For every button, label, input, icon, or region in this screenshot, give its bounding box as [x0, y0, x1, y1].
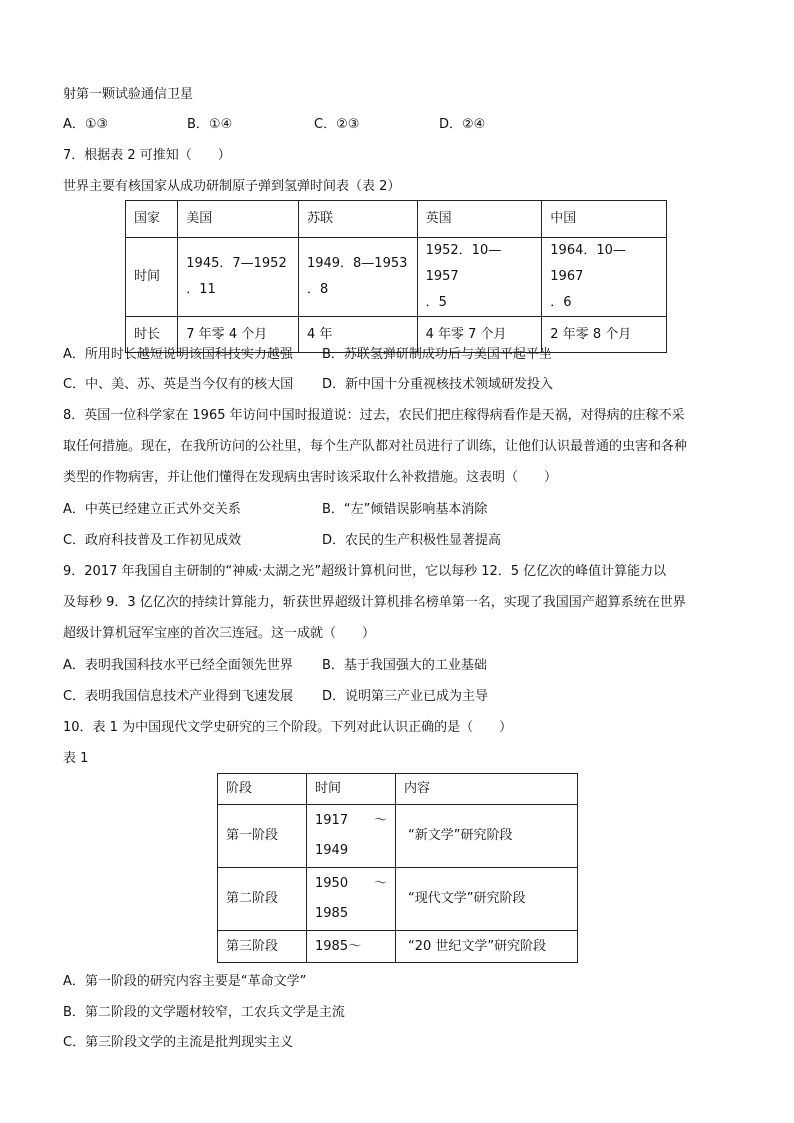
q8-option-c: C．政府科技普及工作初见成效	[63, 533, 242, 548]
table-cell: “现代文学”研究阶段	[396, 868, 578, 931]
table-cell: 1985～	[307, 931, 396, 963]
table-cell: 4 年	[298, 317, 417, 353]
q9-line-2: 及每秒 9．3 亿亿次的持续计算能力，斩获世界超级计算机排名榜单第一名，实现了我国国产超算系统在世界	[63, 595, 686, 610]
table-cell: 第二阶段	[218, 868, 307, 931]
q7-option-b: B．苏联氢弹研制成功后与美国平起平坐	[322, 347, 552, 362]
q7-stem: 7．根据表 2 可推知（ ）	[63, 148, 231, 163]
table-row-label: 时间	[126, 238, 178, 317]
time-line-2: ．6	[550, 295, 572, 310]
table-cell: 7 年零 4 个月	[178, 317, 299, 353]
time-line-2: ．11	[186, 282, 216, 297]
q6-option-b: B．①④	[187, 117, 233, 132]
q9-option-d: D．说明第三产业已成为主导	[322, 689, 489, 704]
q10-table-caption: 表 1	[63, 751, 89, 766]
q10-option-a: A．第一阶段的研究内容主要是“革命文学”	[63, 974, 307, 989]
table-cell: 第三阶段	[218, 931, 307, 963]
table-header-cell: 阶段	[218, 774, 307, 805]
q6-stem-tail: 射第一颗试验通信卫星	[63, 87, 194, 102]
table-cell	[298, 238, 417, 317]
table-cell: 2 年零 8 个月	[542, 317, 667, 353]
time-line-1: 1964．10—1967	[550, 243, 626, 284]
q7-option-a: A．所用时长越短说明该国科技实力越强	[63, 347, 293, 362]
q9-line-3: 超级计算机冠军宝座的首次三连冠。这一成就（ ）	[63, 626, 376, 641]
q6-option-d: D．②④	[439, 117, 486, 132]
q8-option-b: B．“左”倾错误影响基本消除	[322, 502, 488, 517]
q10-stem: 10．表 1 为中国现代文学史研究的三个阶段。下列对此认识正确的是（ ）	[63, 720, 513, 735]
q7-option-c: C．中、美、苏、英是当今仅有的核大国	[63, 377, 294, 392]
q9-option-c: C．表明我国信息技术产业得到飞速发展	[63, 689, 294, 704]
table-header-cell: 国家	[126, 201, 178, 238]
table-cell: “新文学”研究阶段	[396, 805, 578, 868]
table-row-label: 时长	[126, 317, 178, 353]
q8-line-1: 8．英国一位科学家在 1965 年访问中国时报道说：过去，农民们把庄稼得病看作是天祸，对得病的庄稼不采	[63, 408, 685, 423]
table-cell: 第一阶段	[218, 805, 307, 868]
time-end: 1949	[315, 843, 349, 858]
table-cell: “20 世纪文学”研究阶段	[396, 931, 578, 963]
q7-table-caption: 世界主要有核国家从成功研制原子弹到氢弹时间表（表 2）	[63, 179, 401, 194]
q9-line-1: 9．2017 年我国自主研制的“神威·太湖之光”超级计算机问世，它以每秒 12．5 亿亿次的峰值计算能力以	[63, 564, 667, 579]
table-header-cell: 美国	[178, 201, 299, 238]
q10-table	[217, 773, 578, 963]
table-cell	[542, 238, 667, 317]
q7-option-d: D．新中国十分重视核技术领域研发投入	[322, 377, 554, 392]
time-line-2: ．5	[425, 295, 447, 310]
table-cell	[178, 238, 299, 317]
time-line-1: 1949．8—1953	[306, 256, 408, 271]
q8-line-3: 类型的作物病害，并让他们懂得在发现病虫害时该采取什么补救措施。这表明（ ）	[63, 470, 558, 485]
q6-option-a: A．①③	[63, 117, 109, 132]
q8-option-d: D．农民的生产积极性显著提高	[322, 533, 502, 548]
table-header-cell: 英国	[417, 201, 542, 238]
q9-option-a: A．表明我国科技水平已经全面领先世界	[63, 658, 293, 673]
time-separator: ～	[373, 813, 387, 828]
time-line-2: ．8	[306, 282, 329, 297]
table-cell: 4 年零 7 个月	[417, 317, 542, 353]
q6-option-c: C．②③	[314, 117, 360, 132]
table-cell	[307, 805, 396, 868]
table-cell	[307, 868, 396, 931]
q8-option-a: A．中英已经建立正式外交关系	[63, 502, 241, 517]
time-line-1: 1952．10—1957	[425, 243, 502, 284]
time-start: 1917	[315, 813, 349, 828]
q10-option-b: B．第二阶段的文学题材较窄，工农兵文学是主流	[63, 1005, 345, 1020]
table-cell	[417, 238, 542, 317]
table-header-cell: 内容	[396, 774, 578, 805]
q9-option-b: B．基于我国强大的工业基础	[322, 658, 487, 673]
time-start: 1950	[315, 876, 349, 891]
time-separator: ～	[373, 876, 387, 891]
table-header-cell: 中国	[542, 201, 667, 238]
table-header-cell: 苏联	[298, 201, 417, 238]
q7-table	[125, 200, 667, 353]
time-end: 1985	[315, 906, 349, 921]
table-header-cell: 时间	[307, 774, 396, 805]
q10-option-c: C．第三阶段文学的主流是批判现实主义	[63, 1035, 294, 1050]
q8-line-2: 取任何措施。现在，在我所访问的公社里，每个生产队都对社员进行了训练，让他们认识最普通的虫害和各种	[63, 439, 688, 454]
time-line-1: 1945．7—1952	[186, 256, 287, 271]
